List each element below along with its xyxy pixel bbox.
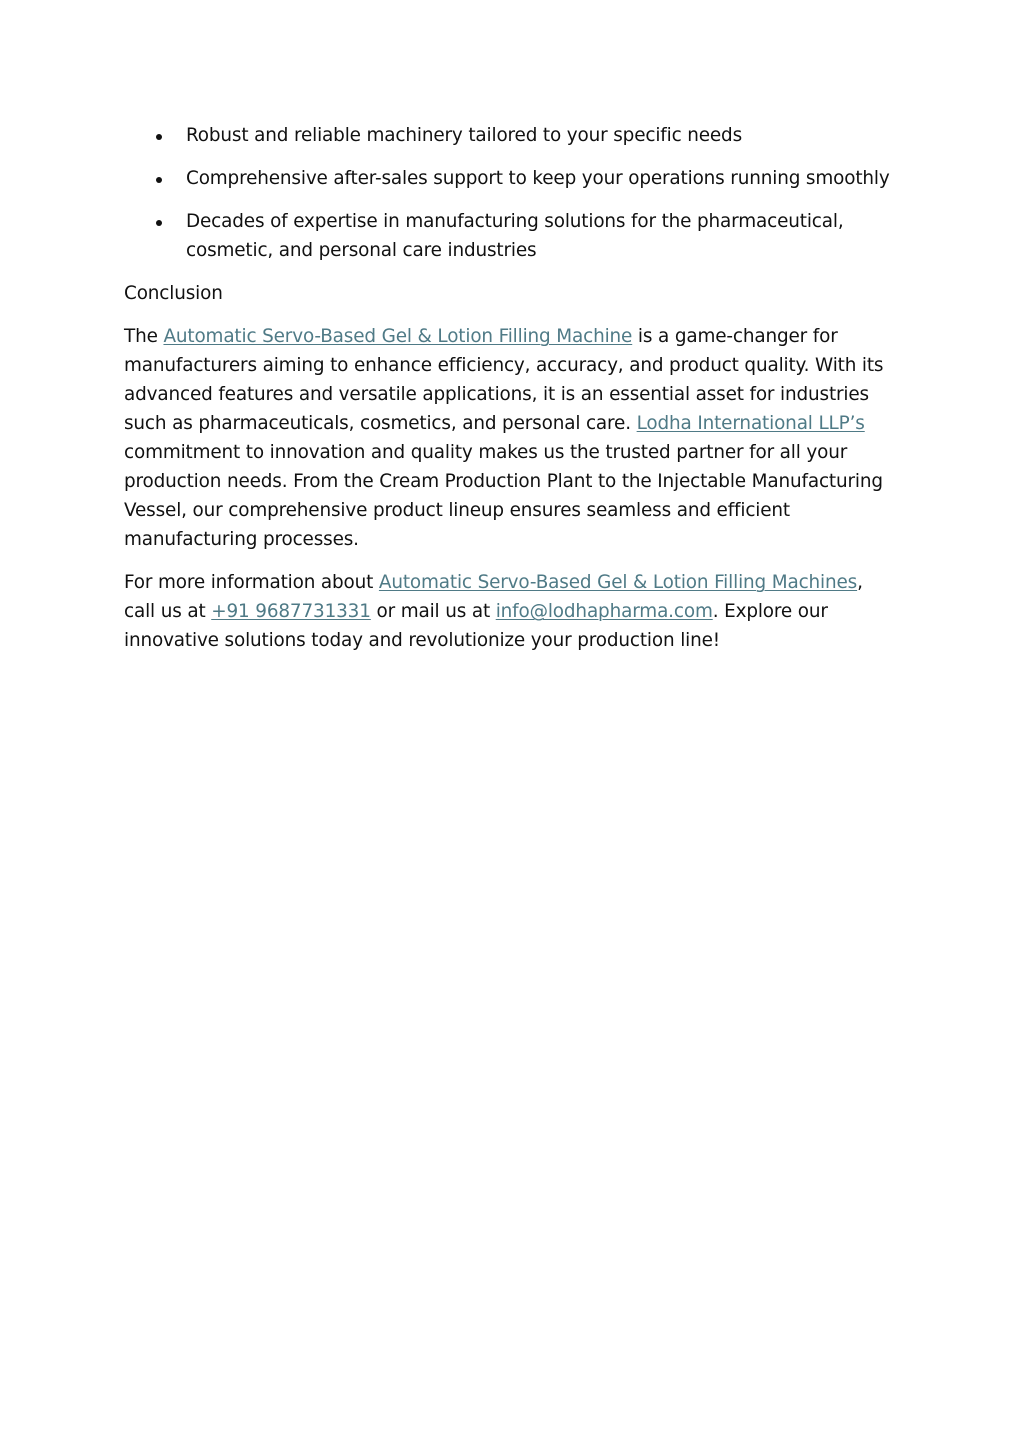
list-item-text: Robust and reliable machinery tailored to your specific needs [186, 125, 743, 146]
text-run: commitment to innovation and quality makes us the trusted partner for all your production needs. From the Cream Production Plant to the Injectable Manufacturing Vessel, our comprehensive product lineup ensures seamless and efficient manufacturing processes. [124, 442, 883, 550]
list-item-text: Comprehensive after-sales support to keep your operations running smoothly [186, 168, 890, 189]
list-item [124, 164, 899, 193]
list-item [124, 207, 899, 265]
bullet-icon [156, 134, 162, 140]
document-page [124, 121, 899, 669]
bullet-icon [156, 220, 162, 226]
text-run: is a game-changer for manufacturers aiming to enhance efficiency, accuracy, and product quality. With its advanced features and versatile applications, it is an essential asset for industries such as pharmaceuticals, cosmetics, and personal care. [124, 326, 884, 434]
product-link[interactable]: Automatic Servo-Based Gel & Lotion Filling Machines [378, 572, 858, 593]
product-link[interactable]: Automatic Servo-Based Gel & Lotion Filling Machine [163, 326, 633, 347]
list-item-text: Decades of expertise in manufacturing solutions for the pharmaceutical, cosmetic, and personal care industries [186, 211, 844, 261]
text-run: , call us at [124, 572, 863, 622]
conclusion-paragraph [124, 322, 899, 554]
bullet-icon [156, 177, 162, 183]
text-run: For more information about [124, 572, 379, 593]
list-item [124, 121, 899, 150]
contact-paragraph [124, 568, 899, 655]
conclusion-heading: Conclusion [124, 283, 223, 304]
text-run: or mail us at [370, 601, 496, 622]
company-link[interactable]: Lodha International LLP’s [636, 413, 865, 434]
text-run: . Explore our innovative solutions today and revolutionize your production line! [124, 601, 828, 651]
benefits-list [124, 121, 899, 265]
email-link[interactable]: info@lodhapharma.com [495, 601, 713, 622]
text-run: The [124, 326, 164, 347]
phone-link[interactable]: +91 9687731331 [211, 601, 371, 622]
